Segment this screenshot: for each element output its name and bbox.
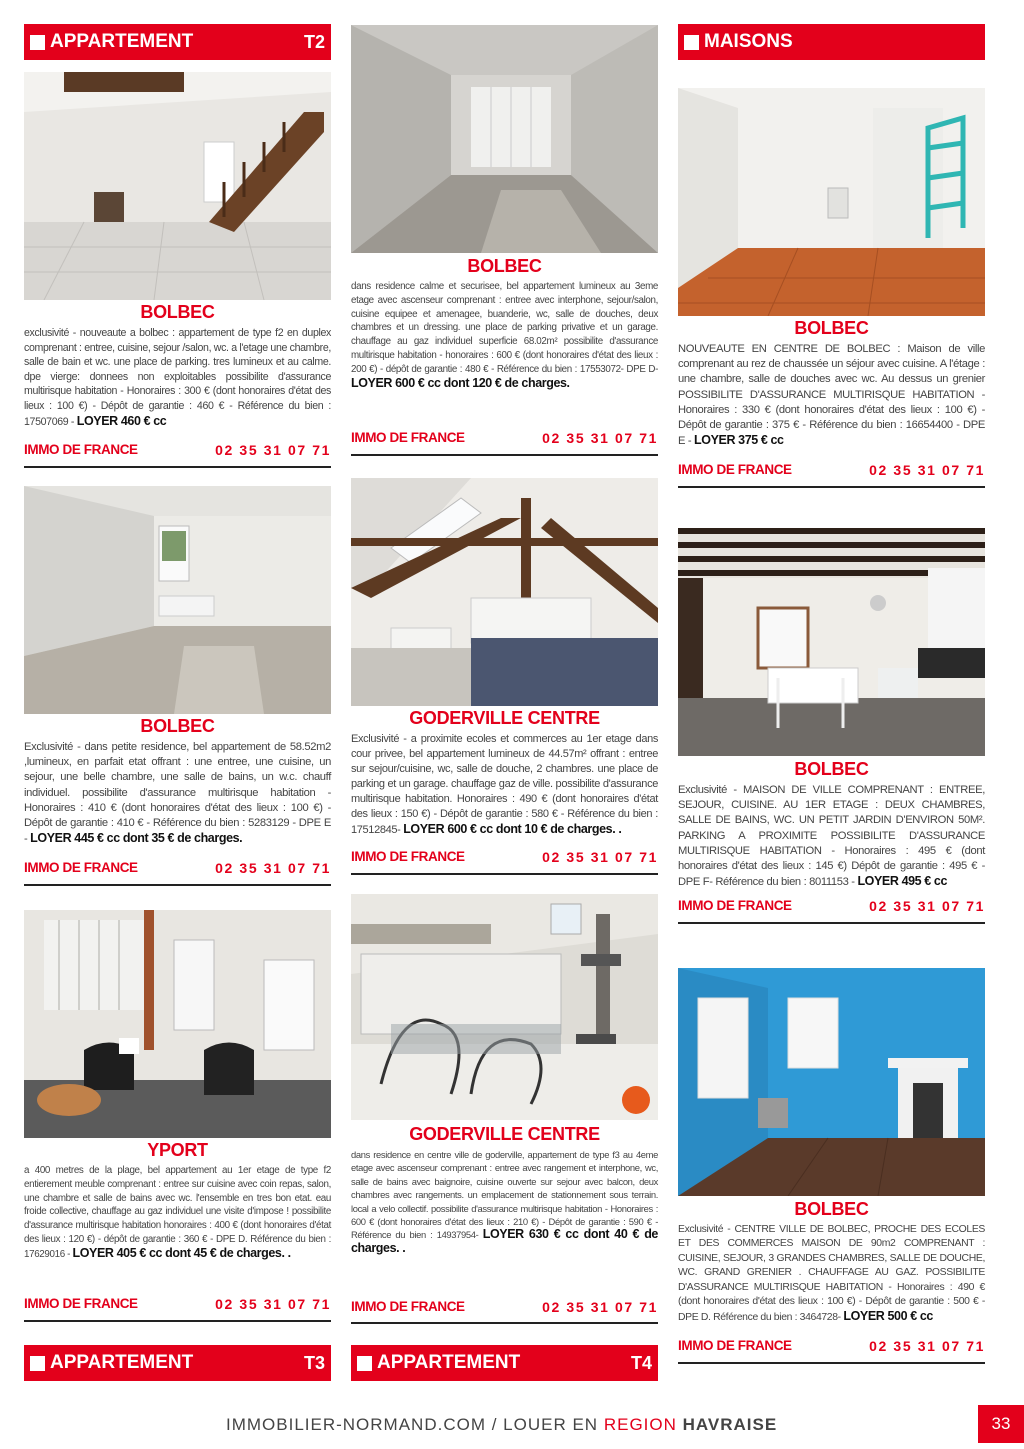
footer-text (226, 1415, 777, 1435)
divider (24, 466, 331, 468)
section-tag: T3 (303, 1352, 325, 1373)
section-label: APPARTEMENT (50, 1352, 194, 1373)
listing-photo (678, 528, 985, 756)
listing-description (678, 1223, 985, 1326)
listing-description (24, 326, 331, 429)
listing-rent: LOYER 630 € cc dont 40 € de charges. . (351, 1227, 658, 1255)
section-header-appartement-t4 (351, 1345, 658, 1381)
footer-region-name: HAVRAISE (682, 1415, 778, 1434)
listing-text: Exclusivité - a proximite ecoles et commerces au 1er etage dans cour privee, bel appartement lumineux de 44.57m² offrant : entree sur sejour/cuisine, wc, salle de douche, 2 chambres. une place de parking et un garage. chauffage gaz de ville. possibilite d'assurance multirisque habitation. Honoraires : 490 € (dont honoraires d'état des lieux : 150 €) - Dépôt de garantie : 580 € - Référence du bien : 17512845- (351, 733, 658, 836)
square-bullet-icon (30, 35, 45, 50)
listing-photo (24, 910, 331, 1138)
listing-agency: IMMO DE FRANCE (24, 442, 138, 457)
listing-text: dans residence calme et securisee, bel appartement lumineux au 3eme etage avec ascenseur comprenant : entree avec interphone, sejour/salon, cuisine equipee et amenagee, buanderie, wc, salle de douches, deux chambres et un dressing. une place de parking privative et un garage. chauffage au gaz individuel superficie 68.02m² possibilite d'assurance multirisque habitation - honoraires : 600 € (dont honoraires d'état des lieux : 200 €) - dépôt de garantie : 480 € - Référence du bien : 17553072- DPE D- (351, 281, 658, 375)
listing-city: BOLBEC (794, 318, 869, 338)
listing-agency: IMMO DE FRANCE (351, 1299, 465, 1314)
listing-phone: 02 35 31 07 71 (542, 849, 658, 865)
listing-text: Exclusivité - dans petite residence, bel appartement de 58.52m2 ,lumineux, en parfait etat offrant : une entree, une cuisine, un sejour, une belle chambre, une salle de bains, un w.c. chauff individuel. possibilite d'assurance multirisque habitation - Honoraires : 410 € (dont honoraires d'état des lieux : 100 €) - Dépôt de garantie : 410 € - Référence du bien : 5283129 - DPE E - (24, 741, 331, 846)
listing-agency: IMMO DE FRANCE (351, 849, 465, 864)
listing-city: BOLBEC (467, 256, 542, 276)
section-header-maisons (678, 24, 985, 60)
listing-phone: 02 35 31 07 71 (215, 1296, 331, 1312)
listing-description (351, 280, 658, 391)
listing-agency: IMMO DE FRANCE (24, 860, 138, 875)
listing-photo (24, 72, 331, 300)
listing-photo (351, 478, 658, 706)
listing-description (351, 1148, 658, 1255)
listing-city: BOLBEC (140, 716, 215, 736)
listing-phone: 02 35 31 07 71 (215, 860, 331, 876)
listing-description (678, 342, 985, 449)
listing-phone: 02 35 31 07 71 (542, 1299, 658, 1315)
listing-text: Exclusivité - MAISON DE VILLE COMPRENANT : ENTREE, SEJOUR, CUISINE. AU 1ER ETAGE : DEUX CHAMBRES, SALLE DE BAINS, WC. UN PETIT JARDIN D'ENVIRON 50M². PARKING A PROXIMITE POSSIBILITE D'ASSURANCE MULTIRISQUE HABITATION - Honoraires : 495 € (dont honoraires d'état des lieux : 145 €) Dépôt de garantie : 495 € -DPE F- Référence du bien : 8011153 - (678, 784, 985, 889)
section-tag: T2 (303, 31, 325, 52)
listing-text: a 400 metres de la plage, bel appartement au 1er etage de type f2 entierement meuble comprenant : entree sur cuisine avec coin repas, salon, une chambre et salle de bains avec wc. l'ensemble en tres bon etat. eau froide collective, chauffage au gaz individuel une visite d'impose ! possibilite d'assurance multirisque habitation honoraires : 400 € (dont honoraires d'état des lieux : 120 €) - dépôt de garantie : 360 € - DPE D. Référence du bien : 17629016 - (24, 1165, 331, 1260)
listing-agency: IMMO DE FRANCE (678, 898, 792, 913)
section-header-appartement-t2 (24, 24, 331, 60)
square-bullet-icon (357, 1356, 372, 1371)
listing-text: NOUVEAUTE EN CENTRE DE BOLBEC : Maison de ville comprenant au rez de chaussée un séjour avec cuisine. A l'étage : une chambre, salle de douches avec wc. Au dessus un grenier POSSIBILITE D'ASSURANCE MULTIRISQUE HABITATION - Honoraires : 330 € (dont honoraires d'état des lieux : 100 €) - Dépôt de garantie : 375 € - Référence du bien : 16654400 - DPE E - (678, 343, 985, 448)
listing-city: BOLBEC (140, 302, 215, 322)
listing-rent: LOYER 375 € cc (694, 433, 784, 448)
square-bullet-icon (30, 1356, 45, 1371)
listing-phone: 02 35 31 07 71 (542, 430, 658, 446)
listing-photo (678, 88, 985, 316)
listing-phone: 02 35 31 07 71 (869, 898, 985, 914)
section-label: APPARTEMENT (377, 1352, 521, 1373)
listing-text: dans residence en centre ville de goderville, appartement de type f3 au 4eme etage avec ascenseur comprenant : entree avec rangement et interphone, wc, salle de bains avec baignoire, cuisine ouverte sur sejour avec balcon, deux chambres avec rangements. un emplacement de stationnement sous terrain. local a velo collectif. possibilite d'assurance multirisque habitation - Honoraires : 600 € (dont honoraires d'état des lieux : 210 €) - Dépôt de garantie : 590 € - Référence du bien : 14937954- (351, 1149, 658, 1241)
divider (351, 454, 658, 456)
listing-rent: LOYER 405 € cc dont 45 € de charges. . (72, 1245, 291, 1260)
listing-text: exclusivité - nouveaute a bolbec : appartement de type f2 en duplex comprenant : entree, cuisine, sejour /salon, wc. a l'etage une chambre, salle de bain et wc. une place de parking. tres lumineux et au calme. dpe vierge: donnees non exploitables possibilite d'assurance multirisque habitation - Honoraires : 300 € (dont honoraires d'état des lieux : 100 €) - Dépôt de garantie : 460 € - Référence du bien : 17507069 - (24, 327, 331, 428)
listing-rent: LOYER 600 € cc dont 120 € de charges. (351, 375, 570, 390)
listing-city: BOLBEC (794, 1199, 869, 1219)
listing-photo (678, 968, 985, 1196)
listing-city: GODERVILLE CENTRE (409, 708, 600, 728)
listing-agency: IMMO DE FRANCE (351, 430, 465, 445)
listing-phone: 02 35 31 07 71 (215, 442, 331, 458)
listing-description (24, 740, 331, 847)
divider (678, 486, 985, 488)
listing-rent: LOYER 495 € cc (857, 874, 948, 889)
square-bullet-icon (684, 35, 699, 50)
divider (678, 922, 985, 924)
listing-rent: LOYER 460 € cc (76, 413, 167, 428)
listing-rent: LOYER 600 € cc dont 10 € de charges. . (403, 822, 622, 836)
divider (24, 884, 331, 886)
listing-description (24, 1164, 331, 1262)
listing-agency: IMMO DE FRANCE (24, 1296, 138, 1311)
listing-phone: 02 35 31 07 71 (869, 462, 985, 478)
listing-photo (351, 894, 658, 1120)
footer-region: REGION (603, 1415, 677, 1434)
listing-city: GODERVILLE CENTRE (409, 1124, 600, 1144)
listing-rent: LOYER 500 € cc (843, 1309, 933, 1324)
section-label: APPARTEMENT (50, 31, 194, 52)
divider (351, 873, 658, 875)
listing-photo (24, 486, 331, 714)
divider (351, 1322, 658, 1324)
page-number: 33 (978, 1405, 1024, 1443)
listing-city: YPORT (147, 1140, 208, 1160)
section-label: MAISONS (704, 31, 793, 52)
page-footer (0, 1411, 1024, 1441)
listing-description (678, 783, 985, 890)
divider (24, 1320, 331, 1322)
listing-rent: LOYER 445 € cc dont 35 € de charges. (30, 831, 243, 846)
listing-photo (351, 25, 658, 253)
divider (678, 1362, 985, 1364)
section-header-appartement-t3 (24, 1345, 331, 1381)
listing-phone: 02 35 31 07 71 (869, 1338, 985, 1354)
section-tag: T4 (630, 1352, 652, 1373)
listing-agency: IMMO DE FRANCE (678, 462, 792, 477)
listing-text: Exclusivité - CENTRE VILLE DE BOLBEC, PROCHE DES ECOLES ET DES COMMERCES MAISON DE 90m2 COMPRENANT : CUISINE, SEJOUR, 3 GRANDES CHAMBRES, SALLE DE DOUCHE, WC. GRAND GRENIER . CHAUFFAGE AU GAZ. POSSIBILITE D'ASSURANCE MULTIRISQUE HABITATION - Honoraires : 490 € (dont honoraires d'état des lieux : 100 €) - Dépôt de garantie : 500 € -DPE D. Référence du bien : 3464728- (678, 1224, 985, 1324)
listing-description (351, 732, 658, 838)
listing-agency: IMMO DE FRANCE (678, 1338, 792, 1353)
listing-city: BOLBEC (794, 759, 869, 779)
footer-site[interactable]: IMMOBILIER-NORMAND.COM / LOUER EN (226, 1415, 599, 1434)
